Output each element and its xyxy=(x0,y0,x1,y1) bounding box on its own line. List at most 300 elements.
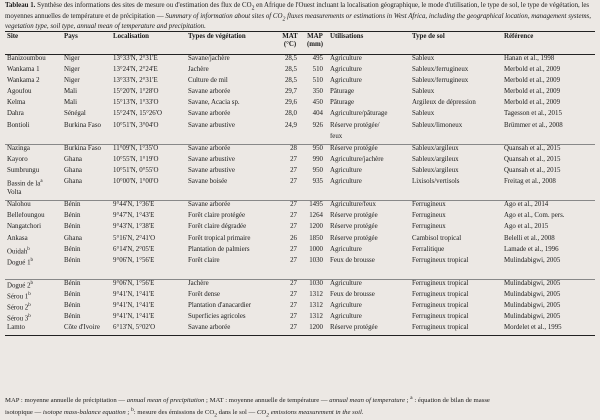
table-row xyxy=(5,88,595,99)
header-map-label: MAP xyxy=(307,33,323,40)
cell-mat: 28,5 xyxy=(284,66,297,74)
table-row xyxy=(5,313,595,324)
cell-sol: Sableux xyxy=(412,110,435,118)
cell-loc: 9°41'N, 1°41'E xyxy=(113,290,155,298)
fn-text: ; xyxy=(404,397,411,405)
cell-veg xyxy=(186,189,278,201)
cell-loc: 13°33'N, 2°31'E xyxy=(113,55,158,62)
cell-sol: Ferrugineux tropical xyxy=(412,290,469,298)
cell-veg: Forêt claire xyxy=(188,256,220,264)
cell-sol: Ferrugineux tropical xyxy=(412,302,469,310)
cell-veg: Superficies agricoles xyxy=(188,313,246,321)
cell-sol: Sableux xyxy=(412,55,435,62)
cell-mat: 27 xyxy=(278,201,302,213)
cell-loc: 10°00'N, 1°00'O xyxy=(113,178,159,186)
cell-pays: Bénin xyxy=(64,313,81,321)
cell-map: 495 xyxy=(312,55,323,62)
cell-site: Wankama 1 xyxy=(7,66,40,74)
cell-util: Réserve protégée/ xyxy=(330,121,380,129)
cell-util xyxy=(328,268,410,280)
cell-ref: Merbold et al., 2009 xyxy=(504,66,561,74)
cell-map: 1495 xyxy=(302,201,328,213)
cell-veg: Savane arborée xyxy=(188,110,231,118)
cell-mat: 27 xyxy=(278,279,302,291)
cell-util: Agriculture xyxy=(330,313,362,321)
cell-util: Agriculture/jachère xyxy=(330,155,384,163)
cell-loc: 11°09'N, 1°35'O xyxy=(111,144,186,156)
cell-pays: Ghana xyxy=(64,178,82,186)
caption-en-text-2: fluxes measurements or estimations in West Africa, including the geographical location, management systems, vegetation type, soil type, annual mean of temperature and precipitation. xyxy=(5,12,591,31)
cell-ref: Mordelet et al., 1995 xyxy=(502,324,595,336)
fn-italic-text: CO xyxy=(256,408,267,416)
cell-veg: Forêt tropical primaire xyxy=(188,234,251,242)
cell-mat: 27 xyxy=(290,313,297,321)
cell-mat: 28 xyxy=(278,144,302,156)
cell-ref: Ago et al., 2015 xyxy=(504,223,549,231)
cell-sol: Sableux/ferrugineux xyxy=(412,77,469,85)
cell-sol: Sableux/ferrugineux xyxy=(412,66,469,74)
cell-map: 1030 xyxy=(302,279,328,291)
cell-map: 935 xyxy=(312,178,323,186)
cell-pays: Bénin xyxy=(64,223,81,231)
cell-site: Bassin de $la^a$ xyxy=(7,179,43,188)
table-row xyxy=(5,156,595,167)
site-superscript: a xyxy=(40,179,43,185)
cell-site: Dahra xyxy=(7,110,24,118)
cell-util: Agriculture xyxy=(330,77,362,85)
cell-util: Réserve protégée xyxy=(328,324,410,336)
table-row xyxy=(5,291,595,302)
cell-veg: Forêt claire protégée xyxy=(188,212,246,220)
cell-site: Lamto xyxy=(5,324,62,336)
cell-pays: Niger xyxy=(64,66,80,74)
cell-mat: 27 xyxy=(290,302,297,310)
cell-util: Feux de brousse xyxy=(330,256,375,264)
cell-ref xyxy=(502,133,595,145)
cell-pays: Mali xyxy=(64,88,78,96)
cell-ref: Merbold et al., 2009 xyxy=(504,99,561,107)
fn-sub: 2 xyxy=(266,412,270,419)
table-row xyxy=(5,201,595,213)
header-mat-label: MAT xyxy=(282,33,298,40)
cell-pays: Bénin xyxy=(64,245,81,253)
cell-veg: Savane arbustive xyxy=(188,166,235,174)
cell-util: Agriculture xyxy=(330,166,362,174)
cell-util: Réserve protégée xyxy=(328,144,410,156)
cell-loc: 13°33'N, 2°31'E xyxy=(113,77,158,85)
header-reference: Référence xyxy=(502,32,595,55)
cell-util: Pâturage xyxy=(330,88,355,96)
cell-util: Agriculture xyxy=(330,66,362,74)
cell-mat: 27 xyxy=(290,290,297,298)
cell-mat: 27 xyxy=(290,223,297,231)
cell-site xyxy=(5,133,62,145)
fn-italic xyxy=(256,408,364,419)
header-utilisations: Utilisations xyxy=(328,32,410,55)
cell-map: 990 xyxy=(312,155,323,163)
cell-map: 1200 xyxy=(302,324,328,336)
cell-map: 1850 xyxy=(309,234,323,242)
cell-ref: Merbold et al., 2009 xyxy=(504,77,561,85)
cell-veg: Savane arborée xyxy=(188,88,231,96)
cell-loc: 9°41'N, 1°41'E xyxy=(113,302,155,310)
fn-italic: annual mean of precipitation xyxy=(126,397,205,405)
cell-pays: Ghana xyxy=(64,234,82,242)
cell-sol xyxy=(410,133,502,145)
cell-ref: Mulindabigwi, 2005 xyxy=(502,279,595,291)
cell-veg: Savane arbustive xyxy=(188,121,235,129)
footnote-line-1 xyxy=(5,394,595,406)
cell-mat: 29,6 xyxy=(284,99,297,107)
cell-mat: 27 xyxy=(290,178,297,186)
cell-veg: Forêt dense xyxy=(188,290,220,298)
cell-veg: Jachère xyxy=(188,66,209,74)
cell-mat xyxy=(278,189,302,201)
table-row xyxy=(5,66,595,77)
cell-util: Pâturage xyxy=(330,99,355,107)
cell-site: Ouidah$^b$ xyxy=(7,246,30,255)
cell-sol: Sableux/argileux xyxy=(410,144,502,156)
table-row xyxy=(5,189,595,201)
cell-map: 1030 xyxy=(309,256,323,264)
cell-site: Kayoro xyxy=(7,155,28,163)
cell-map: 950 xyxy=(312,166,323,174)
cell-pays: Bénin xyxy=(64,302,81,310)
sites-table xyxy=(5,31,595,336)
cell-site: Sérou 3$^b$ xyxy=(7,314,31,323)
cell-veg: Plantation d'anacardier xyxy=(188,302,252,310)
cell-ref: Mulindabigwi, 2005 xyxy=(504,256,561,264)
cell-pays: Burkina Faso xyxy=(62,144,111,156)
cell-loc: 10°51'N, 3°04'O xyxy=(113,121,159,129)
cell-loc: 15°20'N, 1°28'O xyxy=(113,88,159,96)
cell-ref: Quansah et al., 2015 xyxy=(504,155,561,163)
cell-loc xyxy=(111,133,186,145)
cell-map xyxy=(302,189,328,201)
cell-mat: 28,5 xyxy=(284,55,297,62)
cell-loc: 6°13'N, 5°02'O xyxy=(111,324,186,336)
footnote-line-2 xyxy=(5,406,595,420)
caption-fr-subscript: 2 xyxy=(251,5,255,12)
site-superscript: b xyxy=(28,314,31,320)
cell-loc: 10°51'N, 0°55'O xyxy=(113,166,159,174)
cell-map: 950 xyxy=(302,144,328,156)
cell-loc: 13°24'N, 2°24'E xyxy=(113,66,158,74)
header-map-unit: (mm) xyxy=(306,40,324,48)
cell-ref: Freitag et al., 2008 xyxy=(504,178,556,186)
table-row xyxy=(5,302,595,313)
cell-pays: Ghana xyxy=(64,155,82,163)
site-superscript: b xyxy=(30,280,34,286)
cell-site: Banizoumbou xyxy=(7,55,46,62)
cell-util: Réserve protégée xyxy=(330,234,378,242)
cell-veg: Plantation de palmiers xyxy=(188,245,250,253)
cell-sol: Ferrugineux xyxy=(412,212,446,220)
cell-mat: 27 xyxy=(290,155,297,163)
cell-sol xyxy=(410,268,502,280)
cell-site: Sérou 2$^b$ xyxy=(7,303,31,312)
cell-pays: Sénégal xyxy=(64,110,86,118)
cell-util: Agriculture xyxy=(328,279,410,291)
cell-ref: Hanan et al., 1998 xyxy=(504,55,555,62)
fn-text: ; MAT : moyenne annuelle de température — xyxy=(204,397,330,405)
cell-pays xyxy=(62,189,111,201)
cell-loc: 9°44'N, 1°36'E xyxy=(111,201,186,213)
cell-site: Wankama 2 xyxy=(7,77,40,85)
cell-pays: Burkina Faso xyxy=(64,121,101,129)
cell-util: Feux de brousse xyxy=(330,290,375,298)
header-mat xyxy=(278,32,302,55)
cell-site: Sumbrungu xyxy=(7,166,40,174)
cell-loc: 6°14'N, 2°05'E xyxy=(113,245,155,253)
table-row xyxy=(5,257,595,268)
table-row xyxy=(5,99,595,110)
cell-ref: Quansah et al., 2015 xyxy=(504,166,561,174)
cell-pays: Côte d'Ivoire xyxy=(62,324,111,336)
caption-label: Tableau 1. xyxy=(5,2,36,9)
cell-sol: Sableux/argileux xyxy=(412,166,459,174)
cell-ref: Brümmer et al., 2008 xyxy=(504,121,563,129)
cell-map: 510 xyxy=(312,77,323,85)
cell-site: Agoufou xyxy=(7,88,32,96)
site-superscript: b xyxy=(27,246,30,252)
cell-pays xyxy=(62,268,111,280)
cell-site xyxy=(5,268,62,280)
cell-map: 1264 xyxy=(309,212,323,220)
fn-text: isotopique — xyxy=(5,408,43,416)
cell-sol xyxy=(410,189,502,201)
cell-mat: 29,7 xyxy=(284,88,297,96)
cell-map: 1312 xyxy=(309,302,323,310)
site-superscript: b xyxy=(28,291,31,297)
table-caption xyxy=(5,2,595,31)
table-row xyxy=(5,178,595,189)
cell-veg: Savane arborée xyxy=(186,201,278,213)
table-header-row xyxy=(5,32,595,55)
cell-veg xyxy=(186,268,278,280)
table-row xyxy=(5,110,595,121)
cell-map: 450 xyxy=(312,99,323,107)
cell-ref xyxy=(502,268,595,280)
cell-pays: Mali xyxy=(64,99,78,107)
cell-veg: Savane, Acacia sp. xyxy=(188,99,240,107)
cell-veg xyxy=(186,133,278,145)
cell-sol: Ferrugineux xyxy=(410,201,502,213)
table-row xyxy=(5,77,595,88)
cell-veg: Culture de mil xyxy=(188,77,228,85)
cell-site: Bellefoungou xyxy=(7,212,45,220)
cell-util: Agriculture xyxy=(330,178,362,186)
caption-fr-text-2: en Afrique de l'Ouest incluant la localisation géographique, le mode d'utilisation, le type de sol, le type de végétation, les moyennes annuelles de température et de précipitation xyxy=(5,2,590,20)
cell-veg: Savane boisée xyxy=(188,178,228,186)
cell-loc: 15°13'N, 1°33'O xyxy=(113,99,159,107)
cell-map: 1000 xyxy=(309,245,323,253)
cell-mat: 28,5 xyxy=(284,77,297,85)
table-row xyxy=(5,246,595,257)
cell-sol: Sableux xyxy=(412,88,435,96)
cell-veg: Savane arborée xyxy=(186,324,278,336)
cell-util: Agriculture xyxy=(330,55,362,62)
cell-sol: Sableux/argileux xyxy=(412,155,459,163)
fn-text: ; xyxy=(125,408,131,416)
fn-sup: b xyxy=(130,406,134,413)
cell-sol: Ferrugineux tropical xyxy=(410,279,502,291)
cell-loc xyxy=(111,189,186,201)
table-row xyxy=(5,279,595,291)
table-row xyxy=(5,144,595,156)
cell-sol: Ferrugineux xyxy=(412,223,446,231)
cell-mat: 27 xyxy=(290,166,297,174)
cell-pays: Ghana xyxy=(64,166,82,174)
cell-mat: 24,9 xyxy=(284,121,297,129)
cell-map: 1200 xyxy=(309,223,323,231)
table-row xyxy=(5,235,595,246)
cell-veg: Savane arborée xyxy=(186,144,278,156)
table-row xyxy=(5,212,595,223)
table-row xyxy=(5,122,595,133)
cell-ref: Mulindabigwi, 2005 xyxy=(504,313,561,321)
header-sol: Type de sol xyxy=(410,32,502,55)
caption-fr-text: Synthèse des informations des sites de mesure ou d'estimation des flux de CO xyxy=(37,2,252,9)
cell-pays: Bénin xyxy=(62,279,111,291)
fn-text: dans le sol — xyxy=(216,408,257,416)
caption-en-text: Summary of information about sites of CO xyxy=(165,12,283,20)
fn-text: : mesure des émissions de CO xyxy=(133,408,215,416)
header-localisation: Localisation xyxy=(111,32,186,55)
cell-site: Volta xyxy=(7,189,22,197)
cell-site: Dogué 2$^b$ xyxy=(5,279,62,291)
cell-ref: Ago et al., 2014 xyxy=(502,201,595,213)
cell-ref: Ago et al., Com. pers. xyxy=(504,212,565,220)
cell-mat: 27 xyxy=(278,324,302,336)
cell-ref: Belelli et al., 2008 xyxy=(504,234,555,242)
cell-site: Dogué 1$^b$ xyxy=(7,257,34,266)
cell-sol: Ferralitique xyxy=(412,245,445,253)
header-site: Site xyxy=(5,32,62,55)
cell-sol: Cambisol tropical xyxy=(412,234,462,242)
cell-mat: 26 xyxy=(290,234,297,242)
cell-util: Agriculture/pâturage xyxy=(330,110,388,118)
table-row xyxy=(5,55,595,67)
cell-sol: Lixisols/vertisols xyxy=(412,178,460,186)
fn-italic-text: emissions measurement in the soil. xyxy=(269,408,364,416)
cell-loc: 9°43'N, 1°38'E xyxy=(113,223,155,231)
header-vegetation: Types de végétation xyxy=(186,32,278,55)
site-superscript: b xyxy=(30,257,34,263)
cell-mat: 27 xyxy=(290,212,297,220)
fn-italic: annual mean of temperature xyxy=(329,397,405,405)
cell-util: feux xyxy=(330,132,343,140)
cell-sol: Ferrugineux tropical xyxy=(412,256,469,264)
cell-site: Ankasa xyxy=(7,234,28,242)
cell-veg: Savane arbustive xyxy=(188,155,235,163)
cell-ref: Quansah et al., 2015 xyxy=(502,144,595,156)
cell-sol: Sableux/limoneux xyxy=(412,121,463,129)
cell-util: Agriculture xyxy=(330,302,362,310)
cell-ref: Merbold et al., 2009 xyxy=(504,88,561,96)
table-row xyxy=(5,268,595,280)
table-body xyxy=(5,55,595,336)
fn-text: : équation de bilan de masse xyxy=(412,397,490,405)
cell-sol: Argileux de dépression xyxy=(412,99,476,107)
cell-site: Sérou 1$^b$ xyxy=(7,291,31,301)
cell-pays: Bénin xyxy=(64,290,81,298)
cell-pays: Bénin xyxy=(64,256,81,264)
cell-map: 1312 xyxy=(309,313,323,321)
cell-veg: Forêt claire dégradée xyxy=(188,223,247,231)
table-row xyxy=(5,223,595,234)
fn-text: MAP : moyenne annuelle de précipitation — xyxy=(5,397,127,405)
cell-mat: 27 xyxy=(290,256,297,264)
cell-site: Nangatchori xyxy=(7,223,42,231)
cell-mat: 27 xyxy=(290,245,297,253)
cell-map: 510 xyxy=(312,66,323,74)
cell-sol: Ferrugineux tropical xyxy=(412,313,469,321)
cell-loc: 9°06'N, 1°56'E xyxy=(113,256,155,264)
cell-site: Nazinga xyxy=(5,144,62,156)
fn-sub: 2 xyxy=(214,412,217,419)
cell-map: 404 xyxy=(312,110,323,118)
fn-sup: a xyxy=(410,395,413,401)
cell-veg: Savane/jachère xyxy=(188,55,230,62)
cell-util: Agriculture xyxy=(330,245,362,253)
cell-loc: 9°06'N, 1°56'E xyxy=(111,279,186,291)
site-superscript: b xyxy=(28,303,31,309)
cell-map: 926 xyxy=(312,121,323,129)
cell-site: Nalohou xyxy=(5,201,62,213)
cell-ref xyxy=(502,189,595,201)
cell-mat: 28,0 xyxy=(284,110,297,118)
header-map xyxy=(302,32,328,55)
cell-util xyxy=(328,189,410,201)
cell-ref: Tagesson et al., 2015 xyxy=(504,110,562,118)
cell-ref: Lamade et al., 1996 xyxy=(504,245,559,253)
cell-loc xyxy=(111,268,186,280)
cell-site: Kelma xyxy=(7,99,26,107)
cell-map xyxy=(302,268,328,280)
cell-loc: 9°41'N, 1°41'E xyxy=(113,313,155,321)
cell-pays: Niger xyxy=(64,55,80,62)
cell-site: Bontioli xyxy=(7,121,30,129)
cell-loc: 15°24'N, 15°26'O xyxy=(113,110,162,118)
cell-pays xyxy=(62,133,111,145)
cell-pays: Niger xyxy=(64,77,80,85)
cell-util: Réserve protégée xyxy=(330,212,378,220)
cell-map xyxy=(302,133,328,145)
cell-map: 350 xyxy=(312,88,323,96)
cell-pays: Bénin xyxy=(62,201,111,213)
header-pays: Pays xyxy=(62,32,111,55)
cell-util: Agriculture/feux xyxy=(328,201,410,213)
table-row xyxy=(5,167,595,178)
header-mat-unit: (°C) xyxy=(283,40,297,48)
cell-loc: 5°16'N, 2°41'O xyxy=(113,234,156,242)
table-row xyxy=(5,133,595,145)
cell-veg: Jachère xyxy=(186,279,278,291)
cell-pays: Bénin xyxy=(64,212,81,220)
caption-dash: — xyxy=(155,12,166,20)
cell-map: 1312 xyxy=(309,290,323,298)
caption-en-subscript: 2 xyxy=(282,15,286,22)
cell-ref: Mulindabigwi, 2005 xyxy=(504,302,561,310)
fn-italic: isotope mass-balance equation xyxy=(42,408,126,416)
cell-util: Réserve protégée xyxy=(330,223,378,231)
table-row xyxy=(5,324,595,336)
cell-mat xyxy=(278,133,302,145)
cell-ref: Mulindabigwi, 2005 xyxy=(504,290,561,298)
cell-mat xyxy=(278,268,302,280)
cell-loc: 10°55'N, 1°19'O xyxy=(113,155,159,163)
